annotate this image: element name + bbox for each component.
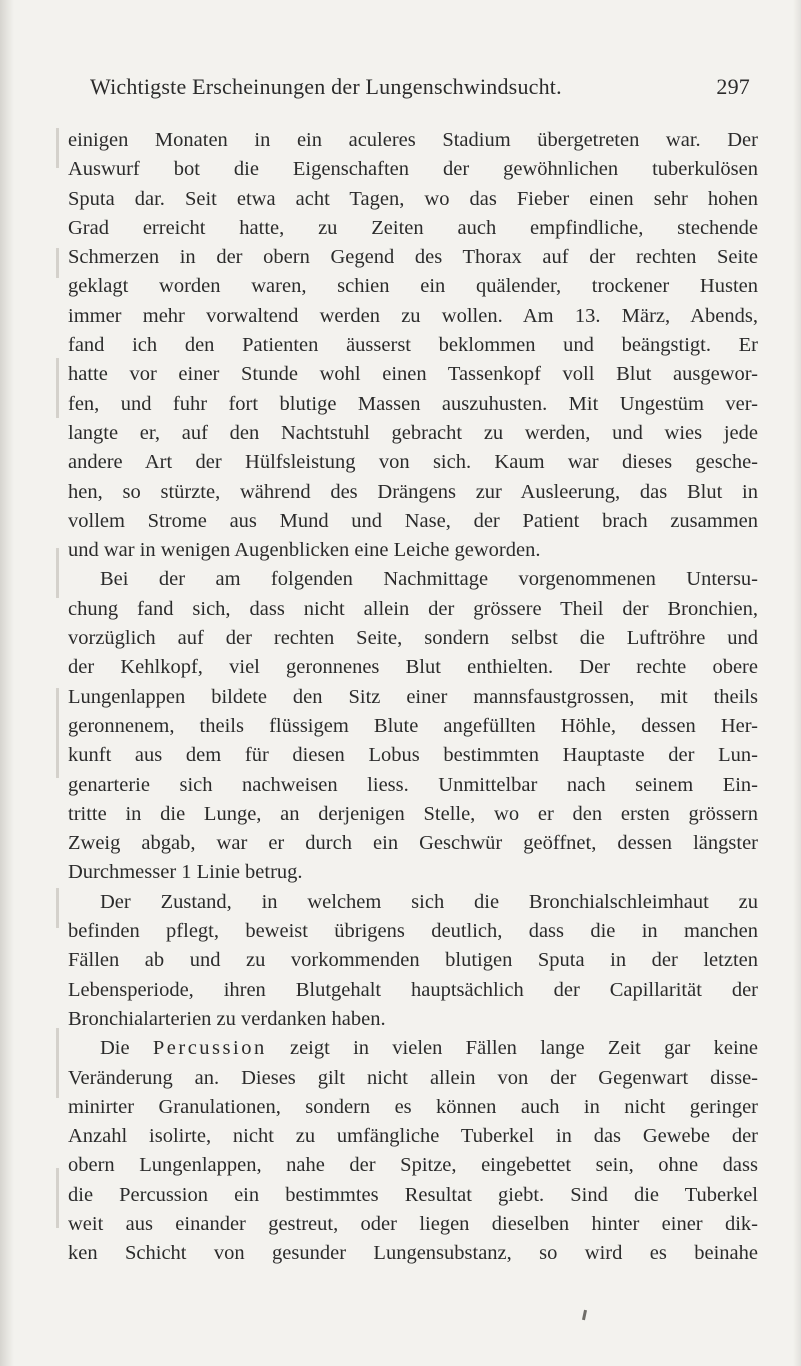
text-line: immer mehr vorwaltend werden zu wollen. Am 13. März, Abends, bbox=[68, 304, 758, 327]
text-line: Lungenlappen bildete den Sitz einer mannsfaustgrossen, mit theils bbox=[68, 685, 758, 708]
text-line: genarterie sich nachweisen liess. Unmittelbar nach seinem Ein- bbox=[68, 773, 758, 796]
text-line: Fällen ab und zu vorkommenden blutigen Sputa in der letzten bbox=[68, 949, 758, 972]
text-line: Zweig abgab, war er durch ein Geschwür geöffnet, dessen längster bbox=[68, 832, 758, 855]
text-line: fen, und fuhr fort blutige Massen auszuhusten. Mit Ungestüm ver- bbox=[68, 392, 758, 415]
text-line: weit aus einander gestreut, oder liegen dieselben hinter einer dik- bbox=[68, 1212, 758, 1235]
text-line: befinden pflegt, beweist übrigens deutlich, dass die in manchen bbox=[68, 920, 758, 943]
page-number: 297 bbox=[716, 74, 750, 99]
text-line: Bei der am folgenden Nachmittage vorgenommenen Untersu- bbox=[100, 568, 758, 591]
scan-right-edge bbox=[793, 0, 801, 1366]
text-line: Auswurf bot die Eigenschaften der gewöhnlichen tuberkulösen bbox=[68, 158, 758, 181]
text-line: andere Art der Hülfsleistung von sich. Kaum war dieses gesche- bbox=[68, 451, 758, 474]
text-line: geronnenem, theils flüssigem Blute angefüllten Höhle, dessen Her- bbox=[68, 714, 758, 737]
text-line: kunft aus dem für diesen Lobus bestimmten Hauptaste der Lun- bbox=[68, 744, 758, 767]
text-line: Bronchialarterien zu verdanken haben. bbox=[68, 1007, 386, 1030]
text-line-prefix: Die bbox=[100, 1037, 153, 1060]
text-line: einigen Monaten in ein aculeres Stadium übergetreten war. Der bbox=[68, 129, 758, 151]
text-line: obern Lungenlappen, nahe der Spitze, eingebettet sein, ohne dass bbox=[68, 1154, 758, 1177]
text-line: Der Zustand, in welchem sich die Bronchialschleimhaut zu bbox=[100, 890, 758, 913]
text-line: und war in wenigen Augenblicken eine Leiche geworden. bbox=[68, 539, 541, 562]
text-line: Veränderung an. Dieses gilt nicht allein von der Gegenwart disse- bbox=[68, 1066, 758, 1089]
percussion-keyword: Percussion bbox=[152, 1037, 267, 1060]
text-line: Anzahl isolirte, nicht zu umfängliche Tuberkel in das Gewebe der bbox=[68, 1125, 758, 1148]
text-line: die Percussion ein bestimmtes Resultat giebt. Sind die Tuberkel bbox=[68, 1183, 758, 1206]
text-line: fand ich den Patienten äusserst beklommen und beängstigt. Er bbox=[68, 334, 758, 357]
text-line: ken Schicht von gesunder Lungensubstanz, so wird es beinahe bbox=[68, 1242, 758, 1265]
running-title: Wichtigste Erscheinungen der Lungenschwindsucht. bbox=[90, 74, 562, 99]
text-line-rest: zeigt in vielen Fällen lange Zeit gar keine bbox=[266, 1037, 758, 1060]
text-line: langte er, auf den Nachtstuhl gebracht zu werden, und wies jede bbox=[68, 421, 758, 444]
stray-ink-mark bbox=[582, 1310, 587, 1320]
text-line: vollem Strome aus Mund und Nase, der Patient brach zusammen bbox=[68, 509, 758, 532]
text-line: vorzüglich auf der rechten Seite, sondern selbst die Luftröhre und bbox=[68, 627, 758, 650]
text-line: tritte in die Lunge, an derjenigen Stelle, wo er den ersten grössern bbox=[68, 802, 758, 825]
text-line: minirter Granulationen, sondern es können auch in nicht geringer bbox=[68, 1095, 758, 1118]
text-line: Durchmesser 1 Linie betrug. bbox=[68, 861, 303, 884]
text-line bbox=[68, 1034, 758, 1063]
page-header bbox=[90, 74, 750, 106]
text-line: Lebensperiode, ihren Blutgehalt hauptsächlich der Capillarität der bbox=[68, 978, 758, 1001]
text-line: Grad erreicht hatte, zu Zeiten auch empfindliche, stechende bbox=[68, 216, 758, 239]
text-line: geklagt worden waren, schien ein quälender, trockener Husten bbox=[68, 275, 758, 298]
text-line: der Kehlkopf, viel geronnenes Blut enthielten. Der rechte obere bbox=[68, 656, 758, 679]
text-line: Schmerzen in der obern Gegend des Thorax auf der rechten Seite bbox=[68, 246, 758, 269]
text-line: Sputa dar. Seit etwa acht Tagen, wo das Fieber einen sehr hohen bbox=[68, 187, 758, 210]
scan-left-edge bbox=[0, 0, 14, 1366]
text-line: hen, so stürzte, während des Drängens zur Ausleerung, das Blut in bbox=[68, 480, 758, 503]
text-line: hatte vor einer Stunde wohl einen Tassenkopf voll Blut ausgewor- bbox=[68, 363, 758, 386]
text-line: chung fand sich, dass nicht allein der grössere Theil der Bronchien, bbox=[68, 597, 758, 620]
gutter-bleed-marks bbox=[56, 128, 62, 1258]
body-text bbox=[68, 126, 758, 1269]
